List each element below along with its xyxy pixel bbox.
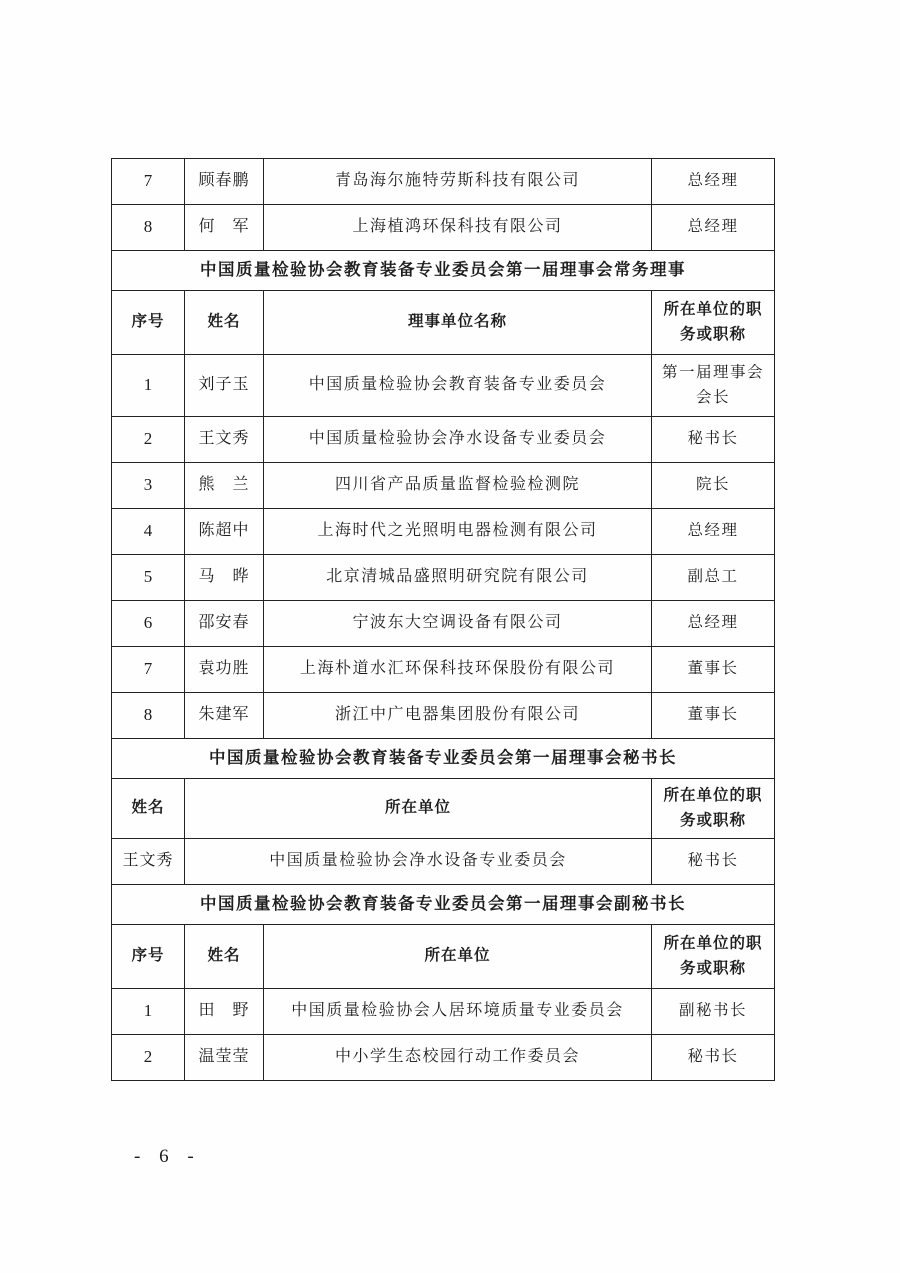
column-header-org: 理事单位名称 — [264, 291, 652, 355]
member-name: 朱建军 — [185, 693, 264, 739]
member-title: 秘书长 — [652, 417, 775, 463]
table-row — [112, 509, 775, 555]
secretary-table — [111, 738, 775, 885]
section-title-row — [112, 885, 775, 925]
table-row — [112, 159, 775, 205]
member-title: 副秘书长 — [652, 989, 775, 1035]
column-header-no: 序号 — [112, 291, 185, 355]
column-header-no: 序号 — [112, 925, 185, 989]
table-row — [112, 463, 775, 509]
header-row — [112, 779, 775, 839]
member-title: 副总工 — [652, 555, 775, 601]
header-row — [112, 291, 775, 355]
column-header-title: 所在单位的职务或职称 — [652, 925, 775, 989]
member-name: 邵安春 — [185, 601, 264, 647]
row-number: 7 — [112, 159, 185, 205]
member-org: 中国质量检验协会教育装备专业委员会 — [264, 355, 652, 417]
member-title: 秘书长 — [652, 1035, 775, 1081]
column-header-name: 姓名 — [185, 925, 264, 989]
member-name: 熊 兰 — [185, 463, 264, 509]
member-title: 第一届理事会会长 — [652, 355, 775, 417]
member-name: 王文秀 — [112, 839, 185, 885]
tables-wrapper — [111, 158, 774, 1081]
row-number: 4 — [112, 509, 185, 555]
table-row — [112, 355, 775, 417]
standing-directors-table — [111, 250, 775, 739]
member-org: 上海植鸿环保科技有限公司 — [264, 205, 652, 251]
member-title: 董事长 — [652, 693, 775, 739]
member-name: 何 军 — [185, 205, 264, 251]
table-row — [112, 555, 775, 601]
table-row — [112, 601, 775, 647]
page-number: - 6 - — [134, 1146, 201, 1167]
member-org: 中国质量检验协会人居环境质量专业委员会 — [264, 989, 652, 1035]
section-title-row — [112, 251, 775, 291]
row-number: 8 — [112, 205, 185, 251]
row-number: 7 — [112, 647, 185, 693]
row-number: 2 — [112, 1035, 185, 1081]
member-org: 宁波东大空调设备有限公司 — [264, 601, 652, 647]
section-title: 中国质量检验协会教育装备专业委员会第一届理事会秘书长 — [112, 739, 775, 779]
member-org: 四川省产品质量监督检验检测院 — [264, 463, 652, 509]
member-title: 院长 — [652, 463, 775, 509]
member-name: 马 晔 — [185, 555, 264, 601]
member-title: 总经理 — [652, 205, 775, 251]
header-row — [112, 925, 775, 989]
member-name: 刘子玉 — [185, 355, 264, 417]
member-name: 袁功胜 — [185, 647, 264, 693]
column-header-name: 姓名 — [185, 291, 264, 355]
member-title: 秘书长 — [652, 839, 775, 885]
column-header-org: 所在单位 — [264, 925, 652, 989]
row-number: 1 — [112, 989, 185, 1035]
column-header-title: 所在单位的职务或职称 — [652, 779, 775, 839]
carryover-table — [111, 158, 775, 251]
row-number: 3 — [112, 463, 185, 509]
table-row — [112, 839, 775, 885]
table-row — [112, 693, 775, 739]
member-org: 中国质量检验协会净水设备专业委员会 — [185, 839, 652, 885]
member-title: 总经理 — [652, 159, 775, 205]
member-title: 总经理 — [652, 601, 775, 647]
section-title: 中国质量检验协会教育装备专业委员会第一届理事会常务理事 — [112, 251, 775, 291]
column-header-org: 所在单位 — [185, 779, 652, 839]
member-org: 中小学生态校园行动工作委员会 — [264, 1035, 652, 1081]
member-org: 上海朴道水汇环保科技环保股份有限公司 — [264, 647, 652, 693]
row-number: 2 — [112, 417, 185, 463]
row-number: 6 — [112, 601, 185, 647]
table-row — [112, 205, 775, 251]
member-name: 王文秀 — [185, 417, 264, 463]
row-number: 8 — [112, 693, 185, 739]
member-name: 顾春鹏 — [185, 159, 264, 205]
member-title: 董事长 — [652, 647, 775, 693]
member-org: 中国质量检验协会净水设备专业委员会 — [264, 417, 652, 463]
section-title-row — [112, 739, 775, 779]
member-name: 田 野 — [185, 989, 264, 1035]
table-row — [112, 989, 775, 1035]
member-org: 青岛海尔施特劳斯科技有限公司 — [264, 159, 652, 205]
section-title: 中国质量检验协会教育装备专业委员会第一届理事会副秘书长 — [112, 885, 775, 925]
member-org: 浙江中广电器集团股份有限公司 — [264, 693, 652, 739]
table-row — [112, 647, 775, 693]
member-org: 上海时代之光照明电器检测有限公司 — [264, 509, 652, 555]
column-header-name: 姓名 — [112, 779, 185, 839]
row-number: 5 — [112, 555, 185, 601]
table-row — [112, 1035, 775, 1081]
table-row — [112, 417, 775, 463]
member-name: 温莹莹 — [185, 1035, 264, 1081]
row-number: 1 — [112, 355, 185, 417]
column-header-title: 所在单位的职务或职称 — [652, 291, 775, 355]
member-title: 总经理 — [652, 509, 775, 555]
deputy-secretary-table — [111, 884, 775, 1081]
member-org: 北京清城品盛照明研究院有限公司 — [264, 555, 652, 601]
member-name: 陈超中 — [185, 509, 264, 555]
